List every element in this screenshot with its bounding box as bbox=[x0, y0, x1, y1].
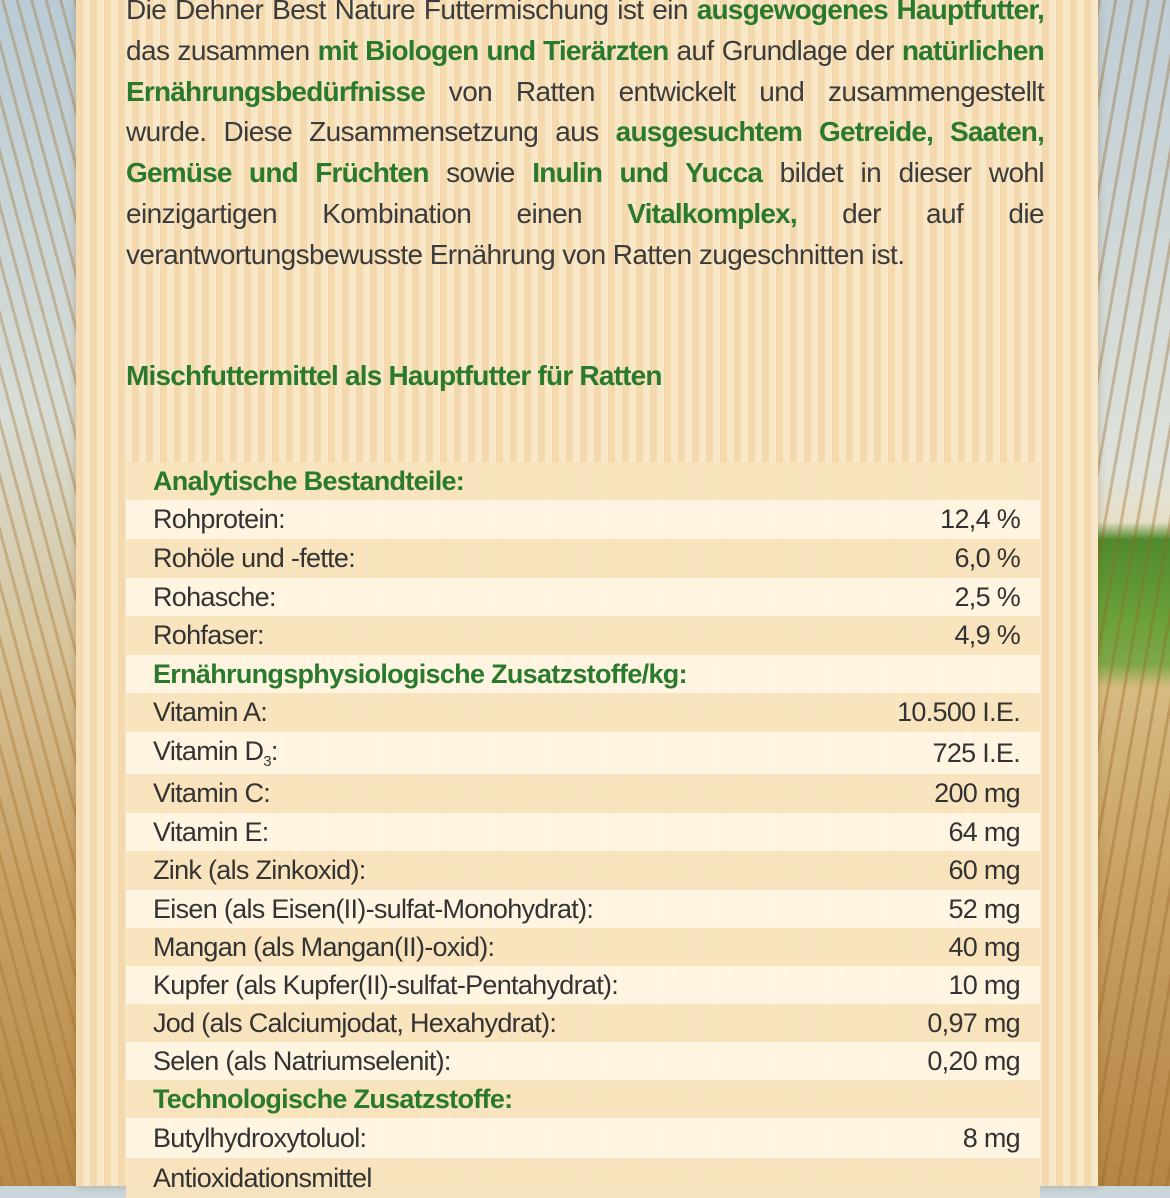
row-value: 4,9 % bbox=[954, 620, 1020, 650]
table-row bbox=[126, 774, 1040, 813]
table-row bbox=[126, 966, 1040, 1004]
intro-highlight: natürlichen Ernährungsbedürfnisse bbox=[126, 34, 1044, 107]
section-heading-additives bbox=[126, 655, 1040, 693]
section-label: Ernährungsphysiologische Zusatzstoffe/kg: bbox=[153, 658, 687, 689]
row-label: Rohfaser: bbox=[153, 620, 264, 650]
table-row bbox=[126, 928, 1040, 966]
table-row bbox=[126, 1158, 1040, 1198]
row-label-subscript: 3 bbox=[263, 753, 271, 770]
intro-text: auf Grundlage der bbox=[668, 34, 902, 66]
table-row bbox=[126, 851, 1040, 890]
row-value: 8 mg bbox=[962, 1122, 1020, 1153]
intro-text: von Ratten entwickelt und zusammengestellt wurde. Diese Zusammensetzung aus bbox=[126, 75, 1044, 148]
table-row bbox=[126, 813, 1040, 851]
intro-text: sowie bbox=[428, 157, 533, 189]
row-label: Rohasche: bbox=[153, 581, 276, 612]
table-row bbox=[126, 890, 1040, 928]
section-label: Analytische Bestandteile: bbox=[153, 465, 465, 496]
background-field-right bbox=[1098, 0, 1170, 1186]
row-label: Vitamin A: bbox=[153, 697, 268, 727]
row-value: 60 mg bbox=[948, 855, 1020, 885]
table-row bbox=[126, 578, 1040, 616]
intro-highlight: mit Biologen und Tierärzten bbox=[317, 34, 669, 66]
table-row bbox=[126, 539, 1040, 578]
table-row bbox=[126, 616, 1040, 655]
row-value: 10 mg bbox=[948, 969, 1020, 1000]
intro-text: bildet in dieser wohl einzigartigen Kombination einen bbox=[126, 157, 1045, 229]
row-label: Rohprotein: bbox=[153, 504, 285, 534]
row-value: 725 I.E. bbox=[932, 737, 1020, 768]
table-row bbox=[126, 1118, 1040, 1158]
intro-text: Die Dehner Best Nature Futtermischung ist ein bbox=[126, 0, 697, 25]
table-row bbox=[126, 1004, 1040, 1042]
row-value: 40 mg bbox=[948, 931, 1020, 962]
section-heading-analytic bbox=[126, 462, 1040, 500]
row-label: Mangan (als Mangan(II)-oxid): bbox=[153, 931, 495, 962]
section-label: Technologische Zusatzstoffe: bbox=[153, 1083, 513, 1114]
row-label: Rohöle und -fette: bbox=[153, 543, 356, 573]
row-label: Zink (als Zinkoxid): bbox=[153, 855, 366, 885]
row-value: 6,0 % bbox=[954, 543, 1020, 573]
row-label: Antioxidationsmittel bbox=[153, 1162, 372, 1193]
row-value: 12,4 % bbox=[940, 504, 1020, 534]
row-label: Vitamin E: bbox=[153, 816, 269, 847]
row-value: 2,5 % bbox=[954, 581, 1020, 612]
product-subtitle: Mischfuttermittel als Hauptfutter für Ratten bbox=[126, 360, 662, 391]
intro-paragraph bbox=[126, 0, 1044, 276]
row-label-colon: : bbox=[270, 736, 278, 766]
row-label-text: Vitamin D bbox=[153, 736, 264, 766]
nutrition-table bbox=[126, 462, 1040, 1198]
row-label: Butylhydroxytoluol: bbox=[153, 1122, 367, 1153]
table-row bbox=[126, 693, 1040, 732]
section-heading-technological bbox=[126, 1080, 1040, 1118]
intro-text: das zusammen bbox=[126, 34, 318, 66]
table-row bbox=[126, 1042, 1040, 1080]
table-row bbox=[126, 500, 1040, 539]
row-label: Kupfer (als Kupfer(II)-sulfat-Pentahydrat): bbox=[153, 969, 619, 1000]
intro-text: der auf die verantwortungsbewusste Ernährung von Ratten zugeschnitten ist. bbox=[126, 197, 1044, 270]
row-value: 10.500 I.E. bbox=[897, 697, 1020, 727]
intro-highlight: ausgewogenes Hauptfutter, bbox=[696, 0, 1044, 25]
info-panel bbox=[76, 0, 1098, 1193]
row-label: Selen (als Natriumselenit): bbox=[153, 1045, 451, 1076]
intro-highlight: Vitalkomplex, bbox=[627, 197, 797, 229]
intro-highlight: ausgesuchtem Getreide, Saaten, Gemüse und Früchten bbox=[126, 116, 1045, 189]
row-label: Eisen (als Eisen(II)-sulfat-Monohydrat): bbox=[153, 893, 594, 924]
intro-highlight: Inulin und Yucca bbox=[532, 157, 763, 189]
row-label bbox=[153, 736, 278, 770]
background-wheat-left bbox=[0, 0, 76, 1186]
row-value: 52 mg bbox=[948, 893, 1020, 924]
row-label: Jod (als Calciumjodat, Hexahydrat): bbox=[153, 1007, 557, 1038]
row-value: 0,20 mg bbox=[927, 1045, 1020, 1076]
row-value: 200 mg bbox=[934, 778, 1020, 808]
row-label: Vitamin C: bbox=[153, 778, 271, 808]
row-value: 64 mg bbox=[948, 816, 1020, 847]
table-row bbox=[126, 732, 1040, 774]
row-value: 0,97 mg bbox=[927, 1007, 1020, 1038]
